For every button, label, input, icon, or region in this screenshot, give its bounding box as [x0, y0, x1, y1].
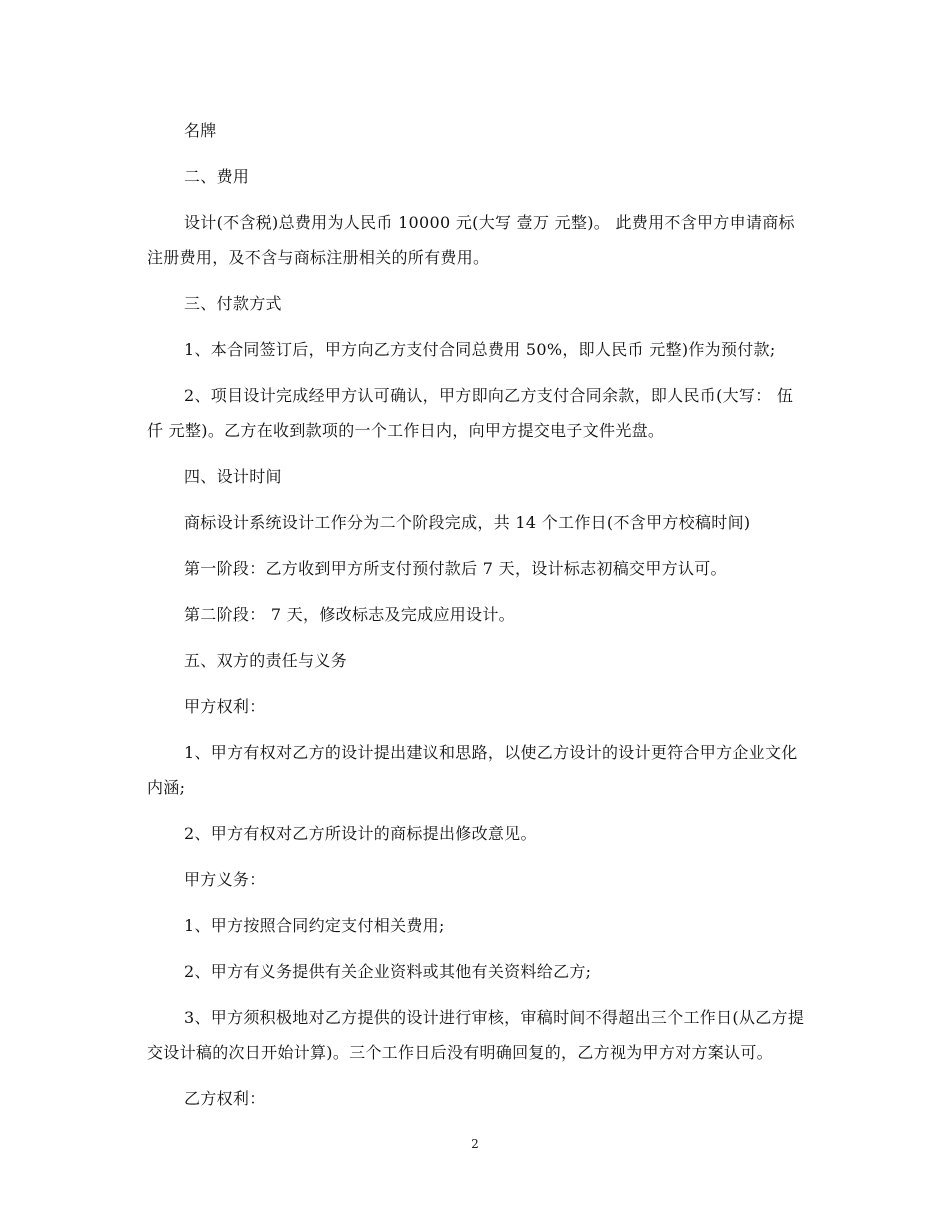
paragraph-party-a-obligation-2: 2、甲方有义务提供有关企业资料或其他有关资料给乙方; — [184, 962, 592, 981]
subheading-party-b-rights: 乙方权利： — [184, 1089, 266, 1108]
subheading-party-a-rights: 甲方权利： — [184, 697, 266, 716]
paragraph-stage-one: 第一阶段：乙方收到甲方所支付预付款后 7 天，设计标志初稿交甲方认可。 — [184, 559, 727, 578]
document-body — [147, 113, 807, 1127]
page-number: 2 — [471, 1137, 479, 1151]
section-heading-design-time: 四、设计时间 — [184, 467, 282, 486]
paragraph-party-a-right-1: 1、甲方有权对乙方的设计提出建议和思路，以使乙方设计的设计更符合甲方企业文化内涵; — [147, 743, 798, 797]
paragraph-payment-advance: 1、本合同签订后，甲方向乙方支付合同总费用 50%，即人民币 元整)作为预付款; — [184, 340, 776, 359]
paragraph-party-a-obligation-3: 3、甲方须积极地对乙方提供的设计进行审核，审稿时间不得超出三个工作日(从乙方提交设计稿的次日开始计算)。三个工作日后没有明确回复的，乙方视为甲方对方案认可。 — [147, 1008, 805, 1062]
paragraph-party-a-right-2: 2、甲方有权对乙方所设计的商标提出修改意见。 — [184, 824, 537, 843]
subheading-party-a-obligations: 甲方义务： — [184, 870, 266, 889]
paragraph-party-a-obligation-1: 1、甲方按照合同约定支付相关费用; — [184, 916, 445, 935]
paragraph-product-type: 名牌 — [184, 121, 217, 140]
paragraph-fee-total: 设计(不含税)总费用为人民币 10000 元(大写 壹万 元整)。 此费用不含甲方申请商标注册费用，及不含与商标注册相关的所有费用。 — [147, 213, 795, 267]
section-heading-fees: 二、费用 — [184, 167, 250, 186]
paragraph-payment-balance: 2、项目设计完成经甲方认可确认，甲方即向乙方支付合同余款，即人民币(大写： 伍仟 元整)。乙方在收到款项的一个工作日内，向甲方提交电子文件光盘。 — [147, 386, 794, 440]
paragraph-stage-two: 第二阶段： 7 天，修改标志及完成应用设计。 — [184, 605, 515, 624]
section-heading-responsibilities: 五、双方的责任与义务 — [184, 651, 348, 670]
paragraph-design-schedule: 商标设计系统设计工作分为二个阶段完成，共 14 个工作日(不含甲方校稿时间) — [184, 513, 751, 532]
section-heading-payment-method: 三、付款方式 — [184, 294, 282, 313]
